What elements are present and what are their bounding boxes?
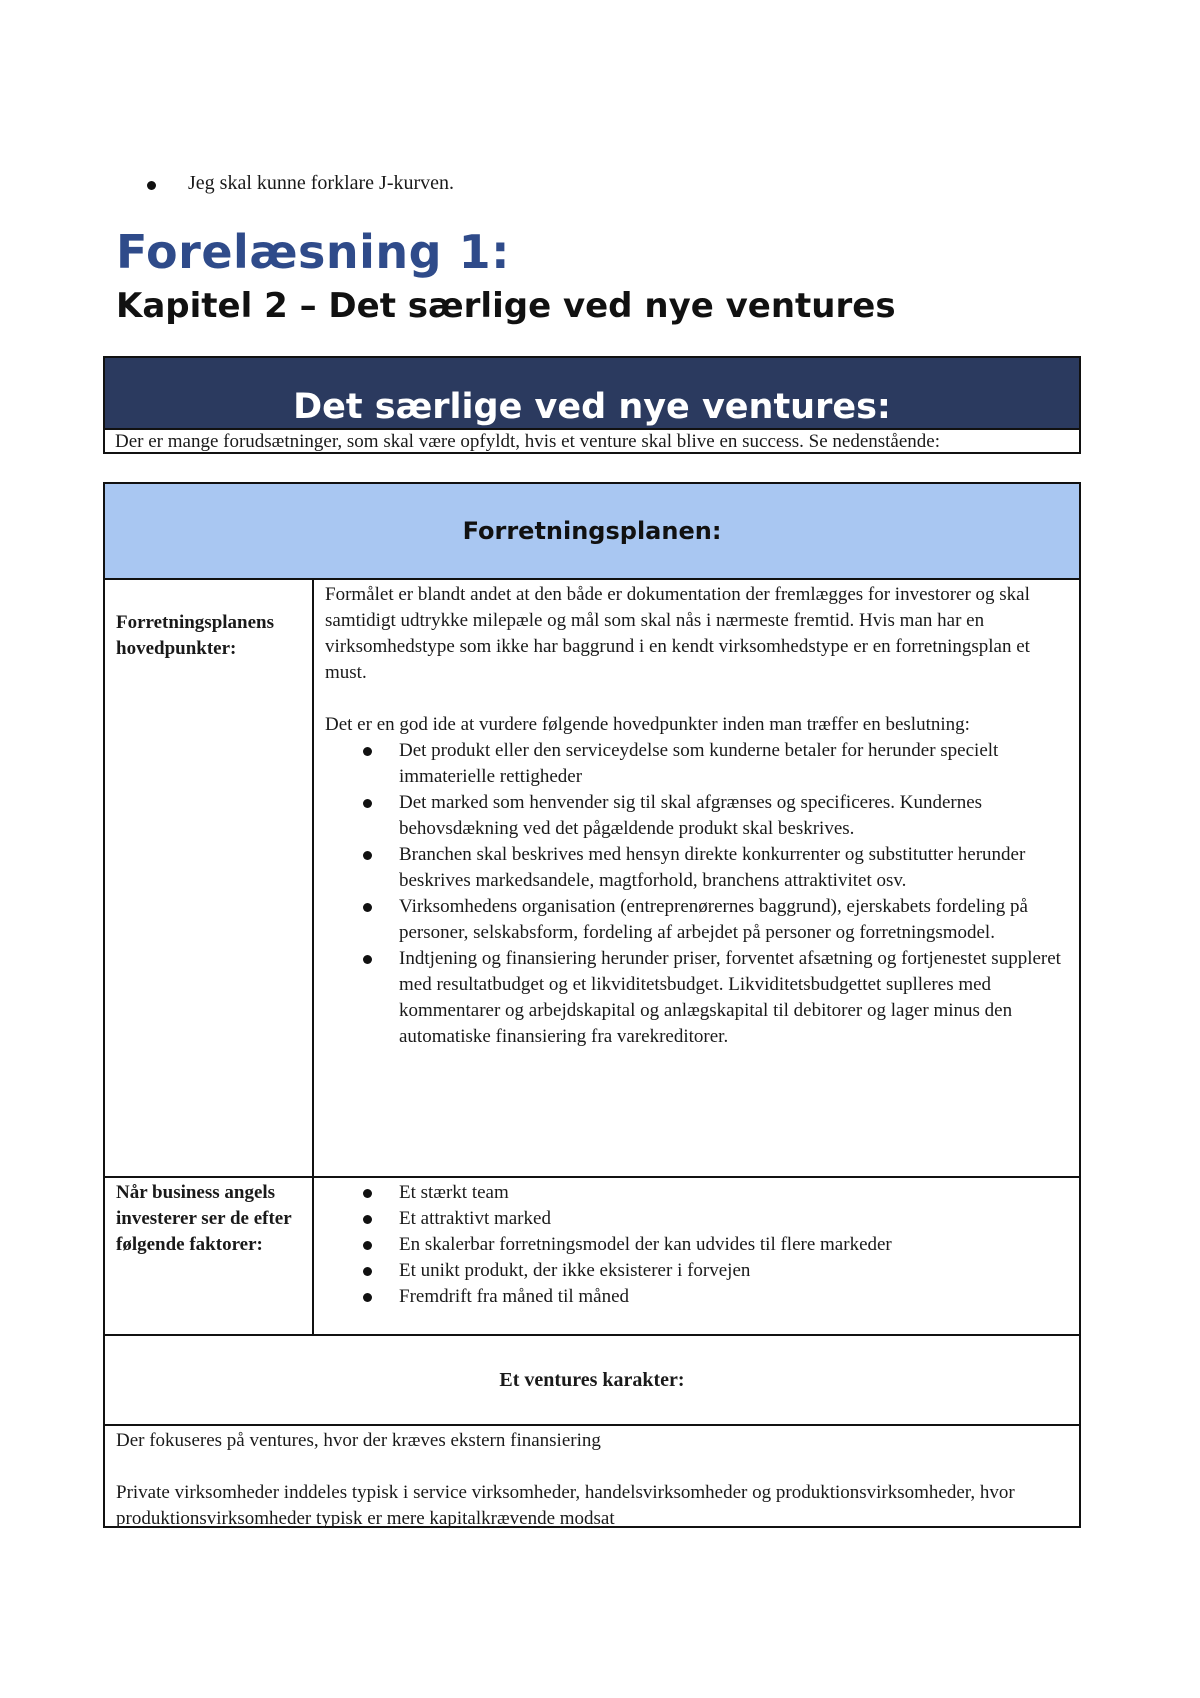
row-content — [325, 582, 1070, 1050]
paragraph: Der fokuseres på ventures, hvor der kræves ekstern finansiering — [116, 1430, 601, 1451]
list-item: Et unikt produkt, der ikke eksisterer i forvejen — [399, 1258, 1070, 1284]
chapter-title: Kapitel 2 – Det særlige ved nye ventures — [116, 286, 896, 326]
list-item: En skalerbar forretningsmodel der kan udvides til flere markeder — [399, 1232, 1070, 1258]
paragraph: Formålet er blandt andet at den både er dokumentation der fremlægges for investorer og skal samtidigt udtrykke milepæle og mål som skal nås i nærmeste fremtid. Hvis man har en virksomhedstype som ikke har baggrund i en kendt virksomhedstype er en forretningsplan et must. — [325, 584, 1030, 683]
paragraph: Det er en god ide at vurdere følgende hovedpunkter inden man træffer en beslutning: — [325, 714, 970, 735]
plan-header-text: Forretningsplanen: — [462, 517, 722, 545]
intro-box — [103, 356, 1081, 454]
list-item: Et attraktivt marked — [399, 1206, 1070, 1232]
table-row-hovedpunkter — [105, 580, 1079, 1178]
karakter-header: Et ventures karakter: — [105, 1336, 1079, 1426]
intro-text: Der er mange forudsætninger, som skal være opfyldt, hvis et venture skal blive en success. Se nedenstående: — [115, 431, 940, 452]
lecture-title: Forelæsning 1: — [116, 225, 511, 279]
list-item: Fremdrift fra måned til måned — [399, 1284, 1070, 1310]
bullet-list — [325, 1180, 1070, 1310]
row-label: Forretningsplanens hovedpunkter: — [116, 612, 275, 659]
karakter-content — [116, 1428, 1071, 1532]
top-bullet-text: Jeg skal kunne forklare J-kurven. — [188, 172, 455, 194]
plan-header — [105, 484, 1079, 580]
list-item: Virksomhedens organisation (entreprenørernes baggrund), ejerskabets fordeling på personer, selskabsform, fordeling af arbejdet på personer og forretningsmodel. — [399, 894, 1070, 946]
table-row-business-angels — [105, 1178, 1079, 1336]
bullet-icon — [147, 181, 156, 190]
paragraph: Private virksomheder inddeles typisk i service virksomheder, handelsvirksomheder og produktionsvirksomheder, hvor produktionsvirksomheder typisk er mere kapitalkrævende modsat — [116, 1482, 1015, 1529]
row-content — [325, 1180, 1070, 1310]
list-item: Indtjening og finansiering herunder priser, forventet afsætning og fortjenestet suppleret med resultatbudget og et likviditetsbudget. Likviditetsbudgettet suplleres med kommentarer og arbejdskapital og anlægskapital til debitorer og lager minus den automatiske finansiering fra varekreditorer. — [399, 946, 1070, 1050]
top-bullet-item — [150, 172, 454, 195]
business-plan-table — [103, 482, 1081, 1528]
list-item: Det produkt eller den serviceydelse som kunderne betaler for herunder specielt immaterielle rettigheder — [399, 738, 1070, 790]
list-item: Branchen skal beskrives med hensyn direkte konkurrenter og substitutter herunder beskrives markedsandele, magtforhold, branchens attraktivitet osv. — [399, 842, 1070, 894]
column-divider — [312, 1178, 314, 1334]
intro-header — [105, 358, 1079, 430]
list-item: Det marked som henvender sig til skal afgrænses og specificeres. Kundernes behovsdækning ved det pågældende produkt skal beskrives. — [399, 790, 1070, 842]
row-label: Når business angels investerer ser de efter følgende faktorer: — [116, 1182, 292, 1255]
column-divider — [312, 580, 314, 1176]
bullet-list — [325, 738, 1070, 1050]
list-item: Et stærkt team — [399, 1180, 1070, 1206]
intro-header-text: Det særlige ved nye ventures: — [293, 387, 891, 427]
